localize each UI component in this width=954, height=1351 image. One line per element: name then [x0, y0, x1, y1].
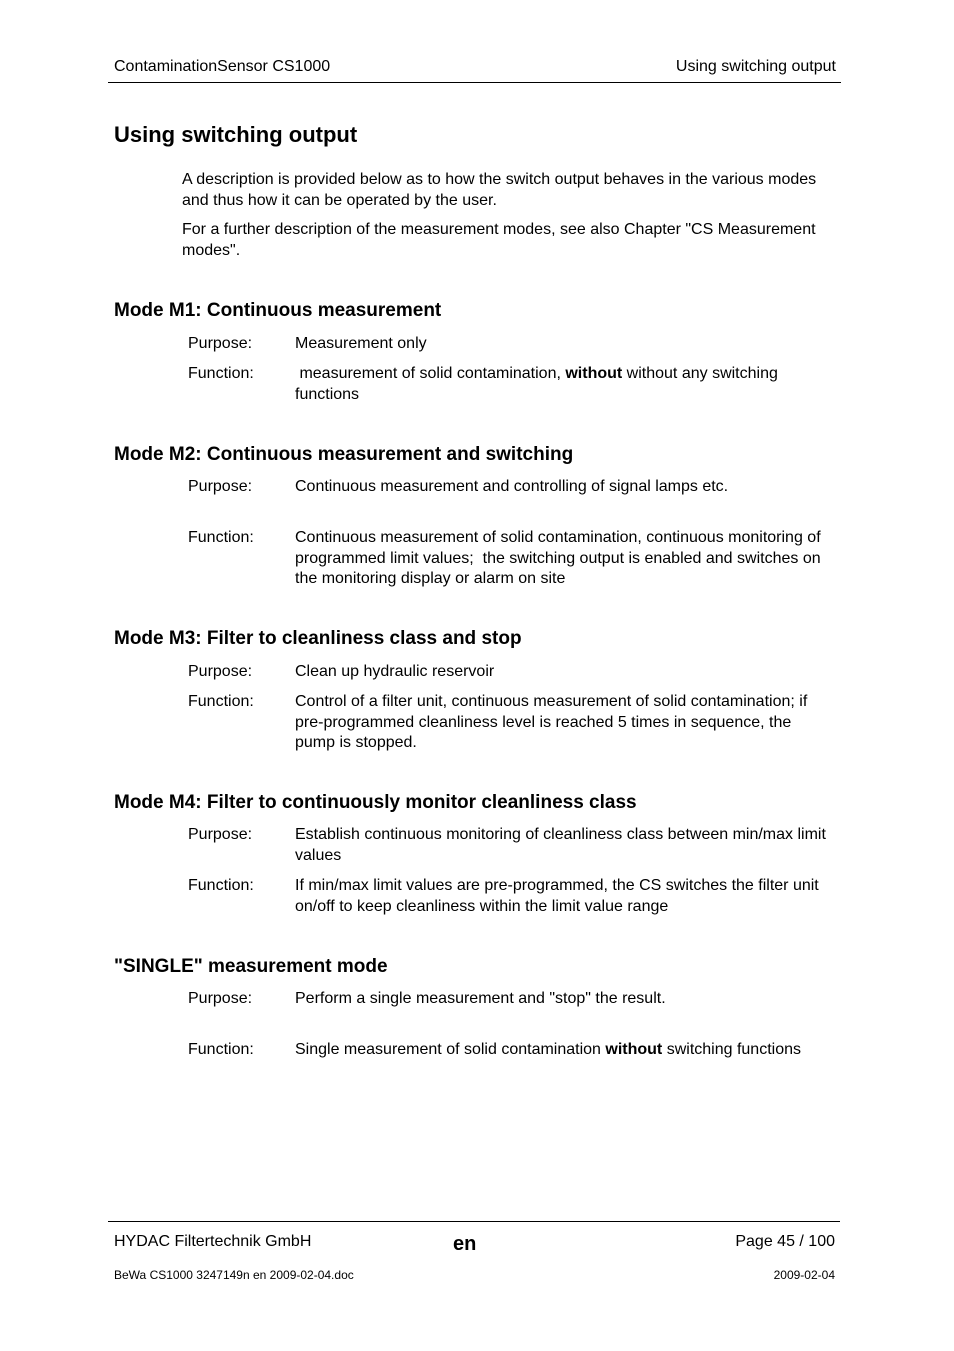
footer-company: HYDAC Filtertechnik GmbH	[114, 1233, 312, 1250]
page-header	[108, 56, 841, 83]
footer-page-number: Page 45 / 100	[735, 1233, 835, 1250]
purpose-label: Purpose:	[188, 990, 253, 1007]
mode-m4-function-text: If min/max limit values are pre-programmed, the CS switches the filter unit on/off to keep cleanliness within the limit value range	[295, 877, 819, 915]
single-mode-function-text-end: switching functions	[662, 1041, 801, 1058]
mode-m2-function-text: Continuous measurement of solid contamination, continuous monitoring of programmed limit values; the switching output is enabled and switches on the monitoring display or alarm on site	[295, 529, 826, 587]
footer-document-date: 2009-02-04	[773, 1268, 835, 1282]
mode-m1-function-emphasis: without	[565, 365, 623, 382]
purpose-label: Purpose:	[188, 478, 253, 495]
intro-paragraph-2: For a further description of the measurement modes, see also Chapter "CS Measurement modes".	[182, 221, 816, 259]
single-mode-function-emphasis: without	[605, 1041, 663, 1058]
mode-m3-function-text: Control of a filter unit, continuous measurement of solid contamination; if pre-programmed cleanliness level is reached 5 times in sequence, the pump is stopped.	[295, 693, 808, 751]
purpose-label: Purpose:	[188, 335, 253, 352]
function-label: Function:	[188, 1041, 254, 1058]
function-label: Function:	[188, 877, 254, 894]
purpose-label: Purpose:	[188, 826, 253, 843]
mode-m1-function-text	[295, 364, 835, 405]
mode-m1-function-text-start: measurement of solid contamination,	[295, 365, 566, 382]
page-title: Using switching output	[114, 122, 358, 147]
section-heading-mode-m4: Mode M4: Filter to continuously monitor cleanliness class	[114, 792, 637, 813]
purpose-label: Purpose:	[188, 663, 253, 680]
section-heading-mode-m2: Mode M2: Continuous measurement and switching	[114, 444, 574, 465]
function-label: Function:	[188, 693, 254, 710]
header-chapter-title: Using switching output	[675, 58, 836, 75]
section-heading-mode-m3: Mode M3: Filter to cleanliness class and stop	[114, 628, 522, 649]
footer-language: en	[453, 1233, 477, 1255]
mode-m1-function-text-end: without any switching functions	[295, 365, 783, 403]
function-label: Function:	[188, 529, 254, 546]
mode-m4-purpose-text: Establish continuous monitoring of cleanliness class between min/max limit values	[295, 826, 826, 864]
mode-m2-purpose-text: Continuous measurement and controlling of signal lamps etc.	[295, 478, 729, 495]
page-footer	[108, 1221, 840, 1292]
single-mode-purpose-text: Perform a single measurement and "stop" the result.	[295, 990, 666, 1007]
mode-m1-purpose-text: Measurement only	[295, 335, 427, 352]
section-heading-mode-m1: Mode M1: Continuous measurement	[114, 300, 442, 321]
single-mode-function-text-start: Single measurement of solid contamination	[295, 1041, 606, 1058]
function-label: Function:	[188, 365, 254, 382]
footer-document-name: BeWa CS1000 3247149n en 2009-02-04.doc	[114, 1268, 354, 1282]
header-document-title: ContaminationSensor CS1000	[114, 58, 331, 75]
section-heading-single-mode: "SINGLE" measurement mode	[114, 956, 388, 977]
intro-paragraph-1: A description is provided below as to how the switch output behaves in the various modes and thus how it can be operated by the user.	[182, 171, 817, 209]
mode-m3-purpose-text: Clean up hydraulic reservoir	[295, 663, 495, 680]
single-mode-function-text	[295, 1040, 835, 1061]
